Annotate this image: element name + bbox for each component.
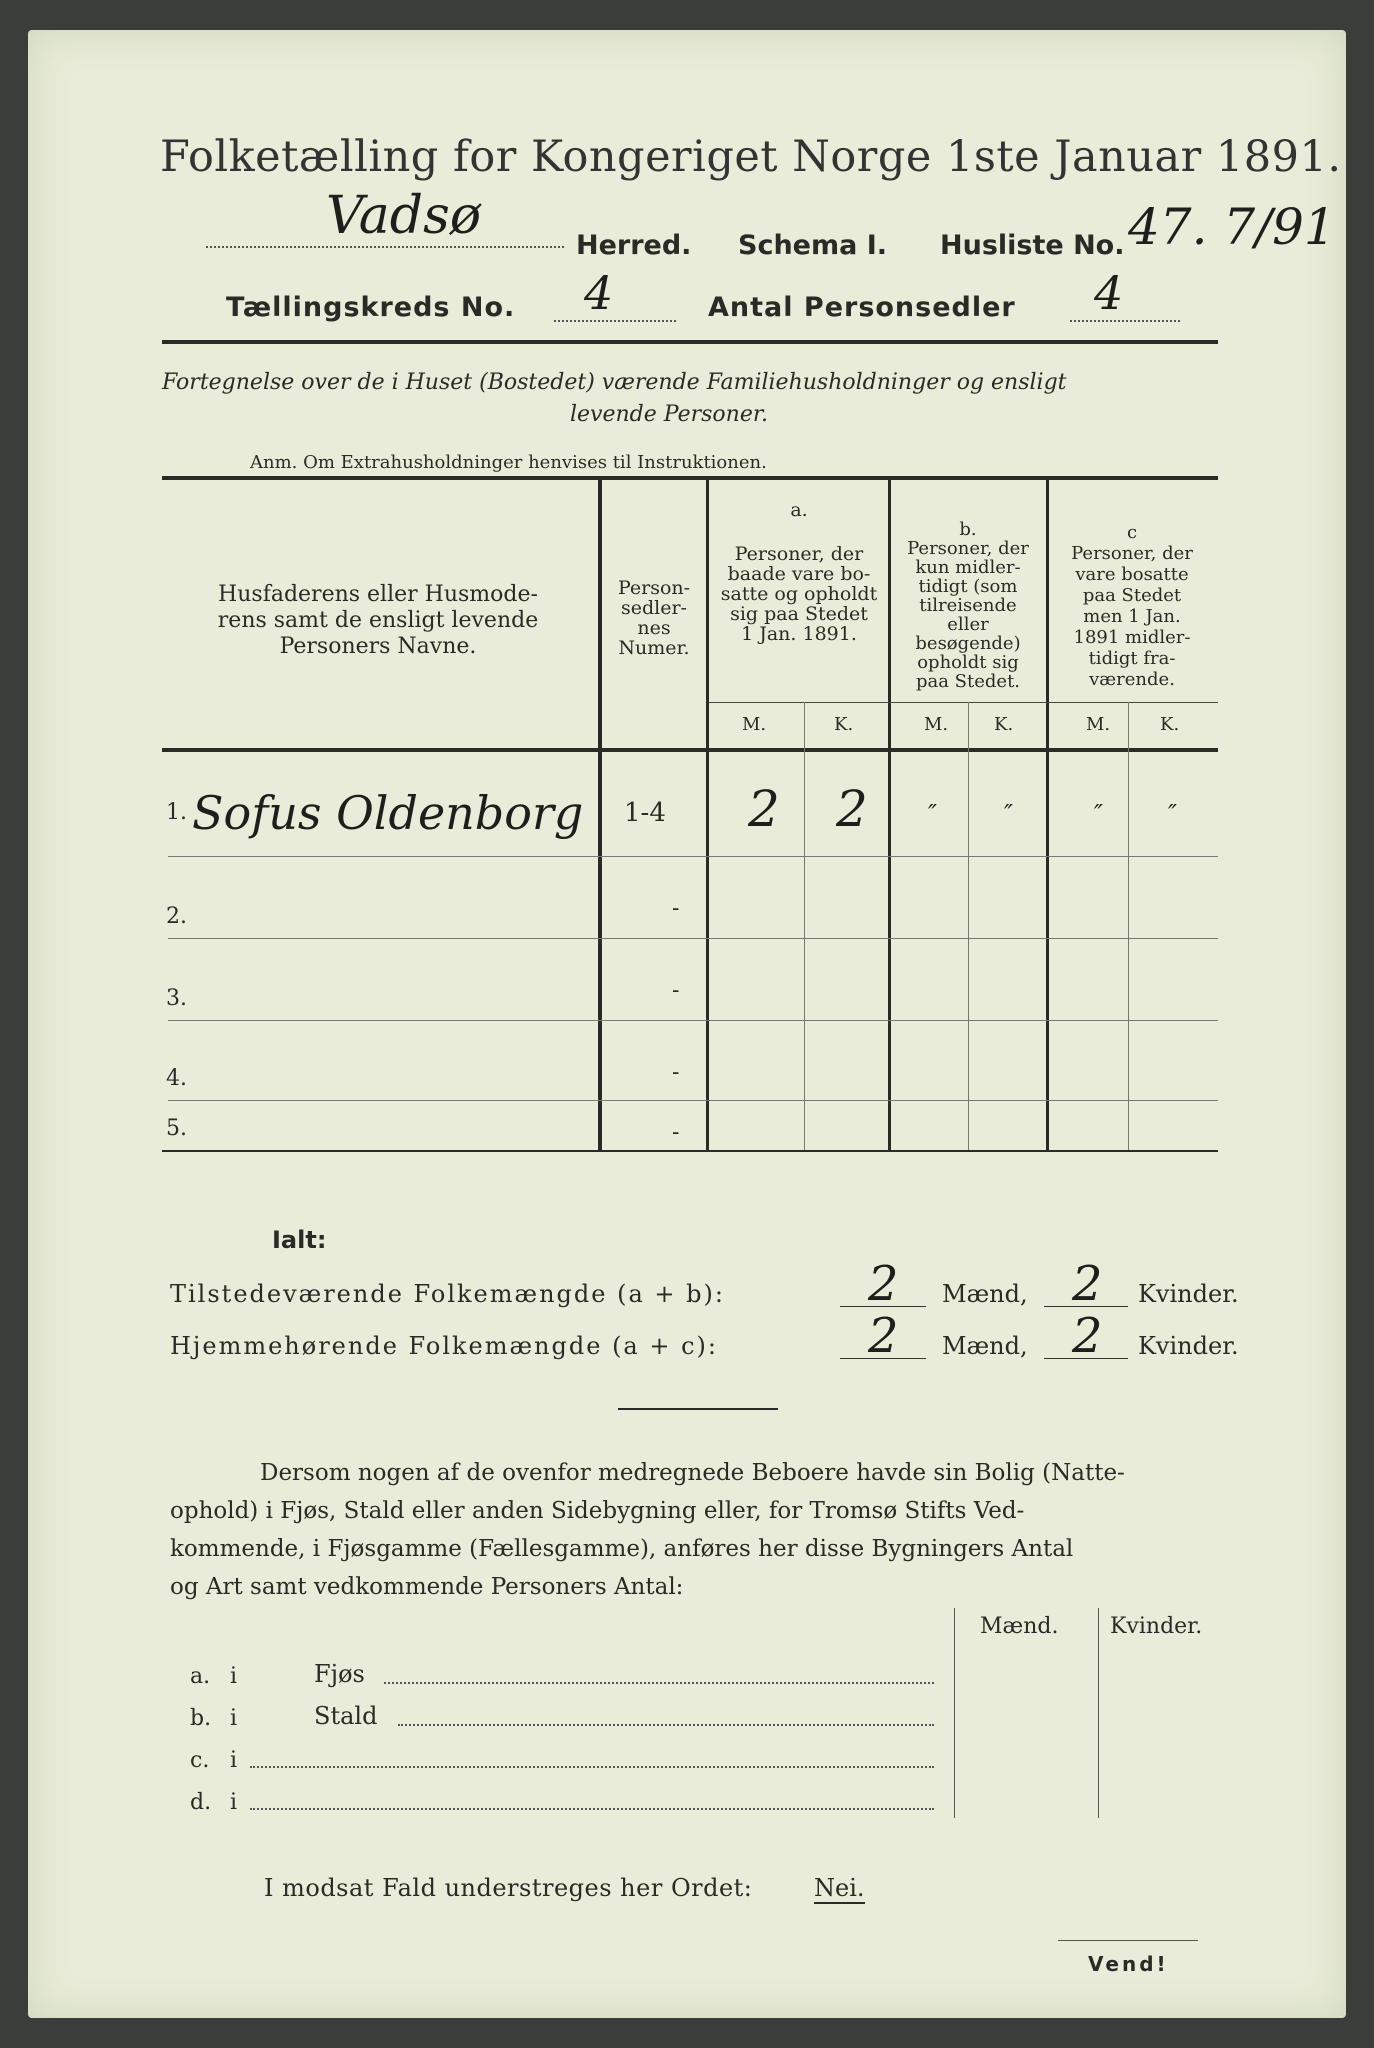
herred-value: Vadsø [326,186,482,246]
col-b-mk-divider [968,702,969,1150]
col-a-line: satte og opholdt [720,583,878,605]
instruction-note: Anm. Om Extrahusholdninger henvises til Instruktionen. [250,452,767,473]
total-resident-k: 2 [1072,1308,1103,1364]
col-a-mk-divider [804,702,805,1150]
building-item-dots [250,1808,934,1810]
row-number: 2. [166,904,187,929]
building-item-label: Fjøs [314,1660,365,1688]
col-b-line: paa Stedet. [915,671,1021,692]
total-present-kvinder: Kvinder. [1138,1280,1239,1308]
buildings-col-divider-1 [954,1608,955,1818]
col-a-line: Personer, der [734,543,864,565]
col-c-line: men 1 Jan. [1083,606,1181,627]
col-name-line: Personers Navne. [279,634,477,659]
c-k-label: K. [1160,714,1180,735]
row-c-m: ″ [1094,800,1103,828]
herred-field [206,186,564,248]
row-number: 4. [166,1066,187,1091]
building-item-i: i [230,1664,238,1689]
a-k-label: K. [834,714,854,735]
header-rule [162,340,1218,344]
col-header-name [168,582,588,660]
col-header-a [710,500,888,644]
col-c-mk-divider [1128,702,1129,1150]
col-b-line: opholdt sig [917,652,1019,673]
row-numer: 1-4 [624,798,666,828]
row-number: 1. [166,800,187,825]
building-item-i: i [230,1748,238,1773]
section-divider [618,1408,778,1410]
census-form-page [28,30,1346,2018]
buildings-maend-head: Mænd. [980,1614,1059,1639]
col-numer-line: Numer. [618,637,690,659]
husliste-label: Husliste No. [940,230,1125,261]
col-c-line: paa Stedet [1082,585,1182,606]
schema-label: Schema I. [738,230,888,261]
intro-line1: Fortegnelse over de i Huset (Bostedet) værende Familiehusholdninger og ensligt [162,370,1067,395]
row-rule [168,938,1218,939]
total-present-label: Tilstedeværende Folkemængde (a + b): [170,1280,725,1308]
total-resident-kvinder: Kvinder. [1138,1332,1239,1360]
col-b-line: tilreisende [919,595,1017,616]
building-item-dots [398,1724,934,1726]
row-rule [168,1100,1218,1101]
modsat-text: I modsat Fald understreges her Ordet: [264,1874,753,1902]
buildings-col-divider-2 [1098,1608,1099,1818]
nei-word: Nei. [814,1874,865,1902]
total-resident-m: 2 [868,1308,899,1364]
col-c-letter: c [1126,522,1138,543]
building-item-i: i [230,1790,238,1815]
table-top-rule [162,476,1218,480]
building-item-letter: c. [190,1748,210,1773]
col-numer-line: nes [637,617,671,639]
col-c-line: 1891 midler- [1073,627,1191,648]
building-item-label: Stald [314,1702,378,1730]
antal-field [1070,284,1180,322]
row-a-k: 2 [836,780,868,838]
buildings-para-line1: Dersom nogen af de ovenfor medregnede Beboere havde sin Bolig (Natte- [260,1460,1125,1486]
buildings-para-line2: ophold) i Fjøs, Stald eller anden Sidebygning eller, for Tromsø Stifts Ved- [170,1498,1025,1524]
row-rule [168,1020,1218,1021]
form-title: Folketælling for Kongeriget Norge 1ste Januar 1891. [160,132,1342,182]
col-b-line: Personer, der [907,538,1029,559]
total-resident-maend: Mænd, [942,1332,1028,1360]
building-item-letter: d. [190,1790,212,1815]
c-m-label: M. [1086,714,1111,735]
row-numer: - [672,978,680,1003]
b-k-label: K. [994,714,1014,735]
col-numer-line: Person- [617,577,691,599]
col-c-line: vare bosatte [1075,564,1189,585]
row-number: 3. [166,986,187,1011]
col-b-line: kun midler- [915,557,1021,578]
building-item-dots [250,1766,934,1768]
total-present-m: 2 [868,1256,899,1312]
building-item-letter: b. [190,1706,212,1731]
col-c-line: Personer, der [1071,543,1193,564]
row-c-k: ″ [1168,800,1177,828]
col-a-line: 1 Jan. 1891. [741,623,857,645]
col-header-b [890,520,1046,691]
col-b-line: besøgende) [915,633,1021,654]
col-divider-numer [706,478,709,1150]
col-b-letter: b. [959,519,977,540]
buildings-kvinder-head: Kvinder. [1110,1614,1203,1639]
a-m-label: M. [742,714,767,735]
kreds-value: 4 [584,266,614,320]
building-item-dots [384,1682,934,1684]
row-numer: - [672,896,680,921]
antal-label: Antal Personsedler [708,292,1016,323]
row-number: 5. [166,1116,187,1141]
col-b-line: eller [947,614,989,635]
total-present-maend: Mænd, [942,1280,1028,1308]
b-m-label: M. [924,714,949,735]
table-bottom-rule [162,1150,1218,1152]
col-a-line: baade vare bo- [727,563,871,585]
mk-subheader-rule [709,702,1218,703]
buildings-para-line4: og Art samt vedkommende Personers Antal: [170,1574,684,1600]
intro-line2: levende Personer. [570,402,768,427]
col-c-line: tidigt fra- [1088,648,1176,669]
herred-label: Herred. [576,230,692,261]
buildings-para-line3: kommende, i Fjøsgamme (Fællesgamme), anføres her disse Bygningers Antal [170,1536,1074,1562]
row-rule [168,856,1218,857]
row-a-m: 2 [748,780,780,838]
col-b-line: tidigt (som [918,576,1018,597]
row-numer: - [672,1120,680,1145]
husliste-value: 47. 7/91 [1128,198,1336,256]
antal-value: 4 [1094,266,1124,320]
col-numer-line: sedler- [621,597,687,619]
ialt-label: Ialt: [272,1226,327,1254]
table-header-rule [162,748,1218,752]
col-c-line: værende. [1089,669,1175,690]
kreds-label: Tællingskreds No. [226,292,516,323]
total-resident-label: Hjemmehørende Folkemængde (a + c): [170,1332,718,1360]
kreds-field [554,284,676,322]
building-item-i: i [230,1706,238,1731]
row-b-m: ″ [928,800,937,828]
row-b-k: ″ [1004,800,1013,828]
row-name: Sofus Oldenborg [192,786,584,840]
col-name-line: rens samt de ensligt levende [217,608,539,633]
vend-rule [1058,1940,1198,1941]
col-name-line: Husfaderens eller Husmode- [218,582,538,607]
row-numer: - [672,1060,680,1085]
vend-text: Vend! [1088,1952,1169,1976]
col-header-c [1048,522,1216,690]
col-header-numer [602,578,706,658]
total-present-k: 2 [1072,1256,1103,1312]
building-item-letter: a. [190,1664,211,1689]
col-a-line: sig paa Stedet [730,603,868,625]
col-a-letter: a. [790,499,808,521]
